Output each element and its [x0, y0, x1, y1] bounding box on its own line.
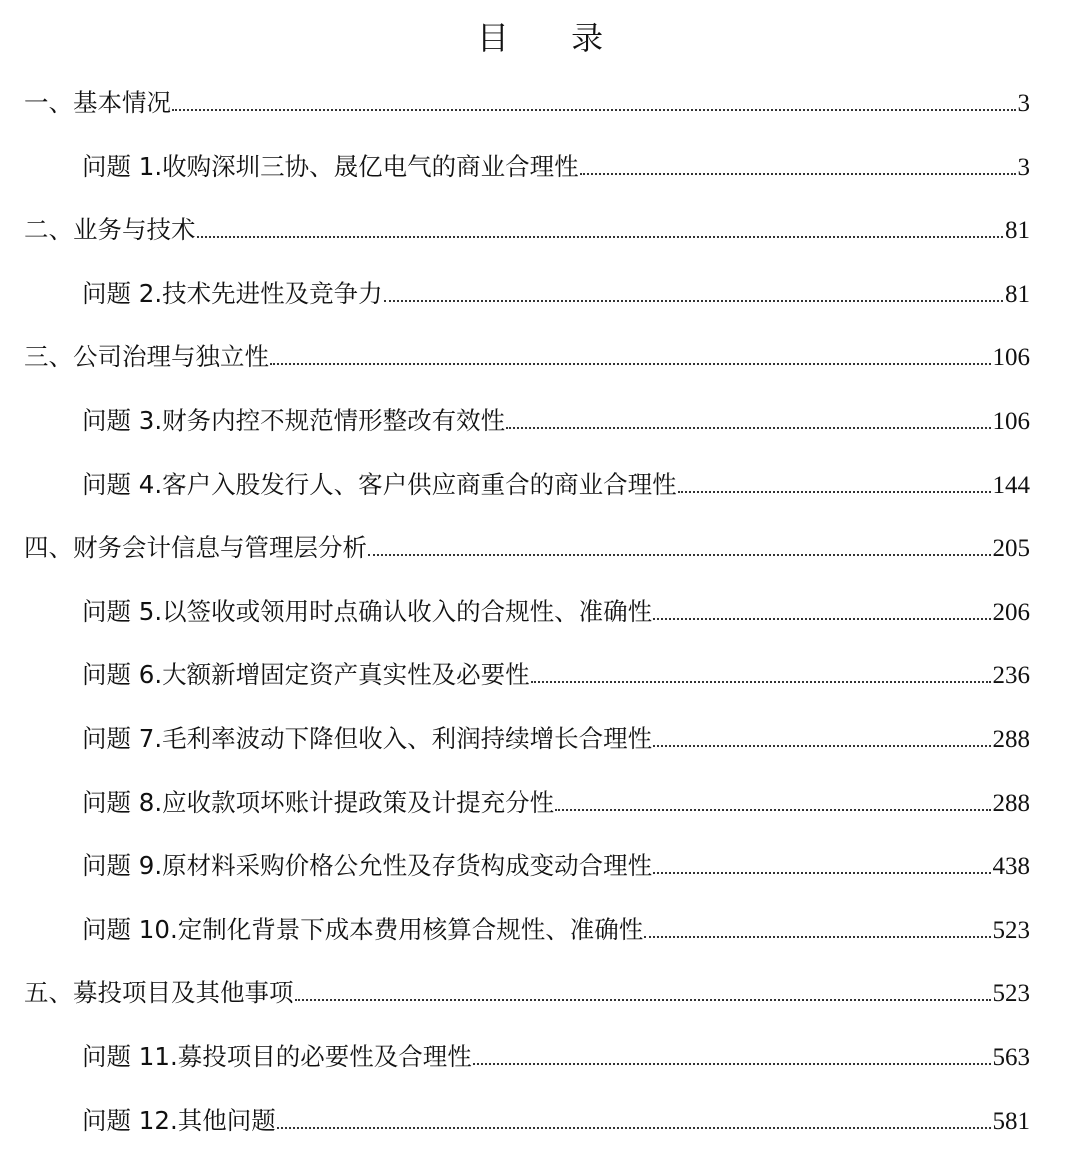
toc-entry-question-6[interactable] — [0, 643, 1080, 707]
toc-entry-label: 一、基本情况 — [24, 71, 171, 135]
toc-entry-label: 问题 12.其他问题 — [82, 1089, 276, 1153]
toc-entry-question-8[interactable] — [0, 771, 1080, 835]
dot-leader — [653, 744, 990, 747]
toc-entry-question-3[interactable] — [0, 389, 1080, 453]
toc-entry-label: 问题 11.募投项目的必要性及合理性 — [82, 1025, 472, 1089]
toc-entry-label: 问题 2.技术先进性及竞争力 — [82, 262, 383, 326]
toc-entry-page-number: 523 — [993, 899, 1031, 963]
toc-entry-section-3[interactable] — [0, 325, 1080, 389]
toc-entry-question-11[interactable] — [0, 1025, 1080, 1089]
dot-leader — [197, 235, 1004, 238]
toc-entry-label: 问题 1.收购深圳三协、晟亿电气的商业合理性 — [82, 135, 579, 199]
dot-leader — [555, 808, 990, 811]
toc-entry-page-number: 3 — [1018, 72, 1031, 136]
dot-leader — [531, 680, 991, 683]
toc-entry-page-number: 438 — [993, 835, 1031, 899]
toc-entry-page-number: 144 — [993, 454, 1031, 518]
toc-entry-question-5[interactable] — [0, 580, 1080, 644]
dot-leader — [506, 426, 990, 429]
toc-entry-page-number: 563 — [993, 1026, 1031, 1090]
toc-entry-label: 问题 8.应收款项坏账计提政策及计提充分性 — [82, 771, 554, 835]
toc-entry-question-7[interactable] — [0, 707, 1080, 771]
dot-leader — [295, 998, 991, 1001]
toc-entry-page-number: 523 — [993, 962, 1031, 1026]
toc-entry-page-number: 236 — [993, 644, 1031, 708]
toc-entry-label: 四、财务会计信息与管理层分析 — [24, 516, 367, 580]
toc-entry-label: 二、业务与技术 — [24, 198, 196, 262]
toc-entry-page-number: 3 — [1018, 136, 1031, 200]
dot-leader — [473, 1062, 991, 1065]
toc-entry-page-number: 81 — [1005, 263, 1030, 327]
toc-entry-page-number: 106 — [993, 326, 1031, 390]
toc-entry-label: 问题 3.财务内控不规范情形整改有效性 — [82, 389, 505, 453]
toc-entry-page-number: 205 — [993, 517, 1031, 581]
dot-leader — [270, 362, 991, 365]
toc-entry-label: 五、募投项目及其他事项 — [24, 961, 294, 1025]
toc-entry-section-1[interactable] — [0, 71, 1080, 135]
dot-leader — [277, 1126, 991, 1129]
toc-entry-question-4[interactable] — [0, 453, 1080, 517]
dot-leader — [172, 108, 1016, 111]
toc-entry-page-number: 581 — [993, 1090, 1031, 1153]
toc-entry-label: 问题 9.原材料采购价格公允性及存货构成变动合理性 — [82, 834, 652, 898]
toc-entry-page-number: 81 — [1005, 199, 1030, 263]
dot-leader — [678, 490, 991, 493]
toc-entry-label: 问题 10.定制化背景下成本费用核算合规性、准确性 — [82, 898, 643, 962]
toc-entry-section-5[interactable] — [0, 961, 1080, 1025]
toc-entry-label: 问题 6.大额新增固定资产真实性及必要性 — [82, 643, 530, 707]
toc-entry-question-12[interactable] — [0, 1089, 1080, 1153]
page-title: 目 录 — [0, 14, 1080, 62]
toc-entry-question-2[interactable] — [0, 262, 1080, 326]
table-of-contents — [0, 71, 1080, 1152]
dot-leader — [644, 935, 990, 938]
toc-entry-label: 问题 4.客户入股发行人、客户供应商重合的商业合理性 — [82, 453, 677, 517]
toc-entry-section-4[interactable] — [0, 516, 1080, 580]
toc-entry-label: 问题 5.以签收或领用时点确认收入的合规性、准确性 — [82, 580, 652, 644]
dot-leader — [653, 617, 990, 620]
dot-leader — [653, 871, 990, 874]
toc-entry-question-10[interactable] — [0, 898, 1080, 962]
toc-entry-page-number: 288 — [993, 772, 1031, 836]
toc-entry-page-number: 288 — [993, 708, 1031, 772]
toc-entry-question-9[interactable] — [0, 834, 1080, 898]
toc-entry-page-number: 106 — [993, 390, 1031, 454]
dot-leader — [384, 299, 1003, 302]
dot-leader — [580, 172, 1016, 175]
toc-entry-label: 问题 7.毛利率波动下降但收入、利润持续增长合理性 — [82, 707, 652, 771]
toc-entry-label: 三、公司治理与独立性 — [24, 325, 269, 389]
toc-entry-section-2[interactable] — [0, 198, 1080, 262]
dot-leader — [368, 553, 991, 556]
toc-entry-page-number: 206 — [993, 581, 1031, 645]
toc-entry-question-1[interactable] — [0, 135, 1080, 199]
